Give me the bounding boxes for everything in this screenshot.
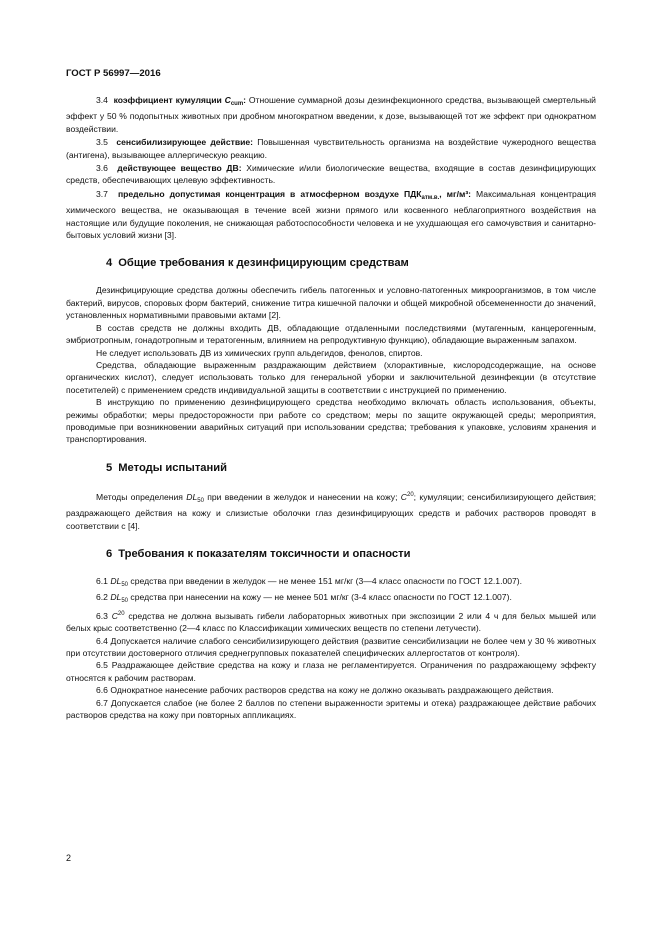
term-3-7: 3.7 предельно допустимая концентрация в атмосферном воздухе $ПДК_{атм.в.}$, мг/м³: Максимальная концентрация химического вещества, не оказывающая в течение всей жизни прямого или косвенного неблагоприятного воздействия на настоящие или будущие поколения, не снижающая работоспособности человека и не ухудшающая его самочувствия и санитарно-бытовых условий жизни [3]. bbox=[66, 188, 596, 241]
item-6-5: 6.5 Раздражающее действие средства на кожу и глаза не регламентируется. Ограничения по раздражающему эффекту относятся к рабочим растворам. bbox=[66, 660, 596, 683]
section-4-paragraph: В инструкцию по применению дезинфицирующего средства необходимо включать область использования, объекты, режимы обработки; меры предосторожности при работе со средством; меры по защите окружающей среды; мероприятия, проводимые при возникновении аварийных ситуаций при использовании средства; требования к упаковке, условиям хранения и транспортирования. bbox=[66, 397, 596, 445]
section-4-paragraph: Не следует использовать ДВ из химических групп альдегидов, фенолов, спиртов. bbox=[96, 347, 423, 358]
term-title: действующее вещество ДВ: bbox=[117, 163, 242, 174]
section-6-heading: 6 Требования к показателям токсичности и опасности bbox=[106, 547, 411, 560]
page-number: 2 bbox=[66, 853, 72, 863]
term-3-5: 3.5 сенсибилизирующее действие: Повышенная чувствительность организма на воздействие чужеродного вещества (антигена), вызывающее аллергическую реакцию. bbox=[66, 137, 597, 160]
item-6-1: 6.1 $DL_{50}$ средства при введении в желудок — не менее 151 мг/кг (3—4 класс опасности по ГОСТ 12.1.007). bbox=[96, 575, 523, 588]
section-4-paragraph: Средства, обладающие выраженным раздражающим действием (хлорактивные, кислородсодержащие, на основе органических кислот), следует использовать только для генеральной уборки и заключительной дезинфекции (в отсутствие посетителей) с применением средств индивидуальной защиты в соответствии с инструкцией по применению. bbox=[66, 359, 596, 395]
section-5-paragraph: Методы определения $DL_{50}$ при введении в желудок и нанесении на кожу; $C^{20}$; кумуляции; сенсибилизирующего действия; раздражающего действия на кожу и слизистые оболочки глаз дезинфицирующих средств и рабочих растворов проводят в соответствии с [4]. bbox=[66, 491, 596, 531]
section-4-paragraph: Дезинфицирующие средства должны обеспечить гибель патогенных и условно-патогенных микроорганизмов, в том числе бактерий, вирусов, споровых форм бактерий, снижение титра кишечной палочки и общей микробной обсемененности до значений, установленных нормативными правовыми актами [2]. bbox=[66, 285, 596, 321]
term-3-4: 3.4 коэффициент кумуляции $C_{cum}$: Отношение суммарной дозы дезинфекционного средства, вызывающей смертельный эффект у 50 % подопытных животных при дробном многократном введении, к дозе, вызывающей тот же эффект при однократном воздействии. bbox=[66, 95, 596, 134]
document-body bbox=[66, 94, 596, 721]
section-5-heading: 5 Методы испытаний bbox=[106, 461, 228, 474]
item-6-4: 6.4 Допускается наличие слабого сенсибилизирующего действия (развитие сенсибилизации не более чем у 30 % животных при отсутствии достоверного отличия среднегрупповых показателей специфических аллергостатов от контроля). bbox=[66, 635, 596, 658]
document-header: ГОСТ Р 56997—2016 bbox=[66, 68, 161, 79]
term-definition: Отношение суммарной дозы дезинфекционного средства, вызывающей смертельный эффект у 50 % подопытных животных при дробном многократном введении, к дозе, вызывающей тот же эффект при однократном воздействии. bbox=[66, 95, 596, 134]
item-6-6: 6.6 Однократное нанесение рабочих растворов средства на кожу не должно оказывать раздражающего действия. bbox=[96, 685, 554, 696]
term-title: коэффициент кумуляции bbox=[113, 95, 222, 105]
section-4-heading: 4 Общие требования к дезинфицирующим средствам bbox=[106, 257, 409, 270]
item-6-2: 6.2 $DL_{50}$ средства при нанесении на кожу — не менее 501 мг/кг (3-4 класс опасности по ГОСТ 12.1.007). bbox=[96, 592, 512, 605]
term-title: сенсибилизирующее действие: bbox=[116, 137, 254, 148]
term-title: предельно допустимая концентрация в атмосферном воздухе $ПДК_{атм.в.}$, мг/м³: bbox=[117, 188, 472, 201]
term-3-6: 3.6 действующее вещество ДВ: Химические и/или биологические вещества, входящие в состав дезинфицирующих средств, обеспечивающих целевую эффективность. bbox=[66, 163, 596, 186]
term-definition: Химические и/или биологические вещества, входящие в состав дезинфицирующих средств, обеспечивающих целевую эффективность. bbox=[66, 163, 596, 186]
item-6-3: 6.3 $C^{20}$ средства не должна вызывать гибели лабораторных животных при экспозиции 2 или 4 ч для белых мышей или белых крыс соответственно (2—4 класс по Классификации химических веществ по степени летучести). bbox=[66, 610, 596, 634]
item-6-7: 6.7 Допускается слабое (не более 2 баллов по степени выраженности эритемы и отека) раздражающее действие рабочих растворов средства на кожу при повторных аппликациях. bbox=[66, 697, 596, 721]
term-definition: Повышенная чувствительность организма на воздействие чужеродного вещества (антигена), вызывающее аллергическую реакцию. bbox=[66, 137, 597, 160]
term-definition: Максимальная концентрация химического вещества, не оказывающая в течение всей жизни прямого или косвенного неблагоприятного воздействия на настоящие или будущие поколения, не снижающая работоспособности человека и не ухудшающая его самочувствия и санитарно-бытовых условий жизни [3]. bbox=[66, 188, 596, 241]
section-4-paragraph: В состав средств не должны входить ДВ, обладающие отдаленными последствиями (мутагенным, канцерогенным, эмбриотропным, гонадотропным и тератогенным, влиянием на репродуктивную функцию), обладающие выраженным запахом. bbox=[66, 322, 596, 346]
